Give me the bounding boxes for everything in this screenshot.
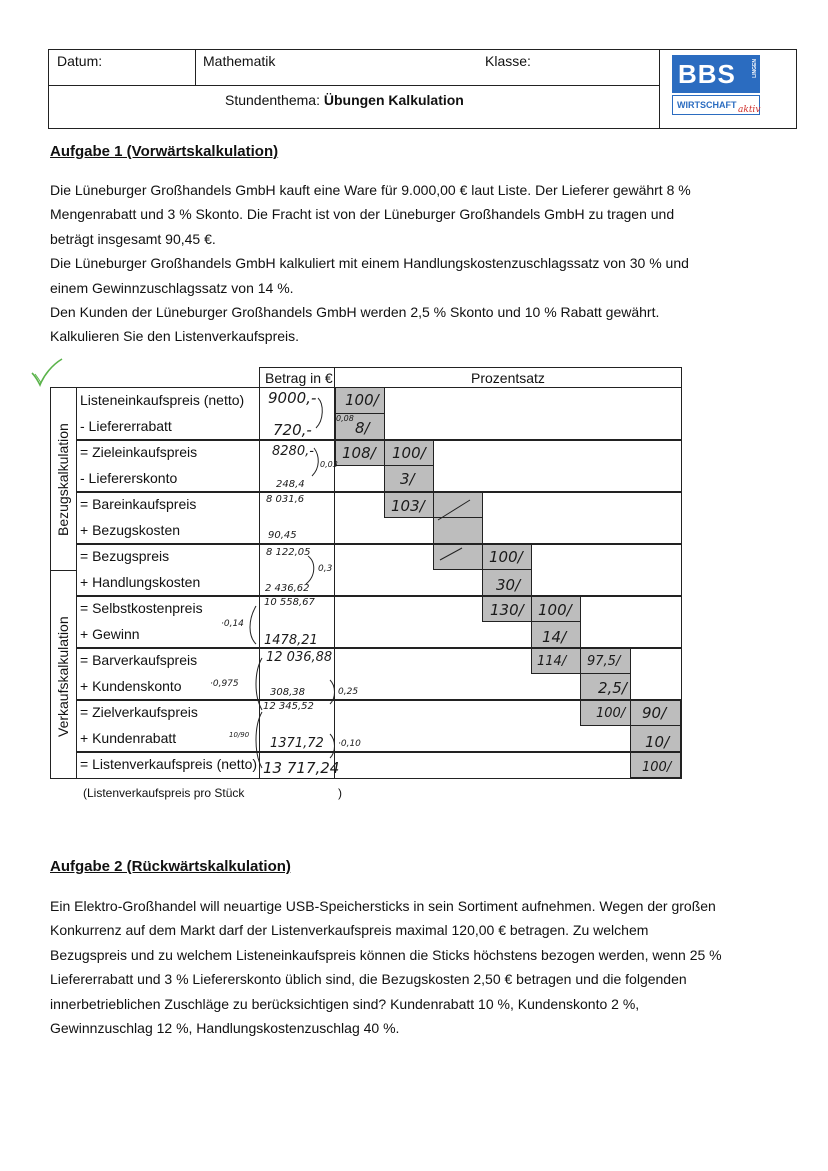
handwritten-percent: 100/ [345,391,379,409]
datum-label: Datum: [57,53,103,69]
row-label: + Kundenskonto [80,678,182,694]
task2-line: Liefererrabatt und 3 % Liefererskonto üblich sind, die Bezugskosten 2,50 € betragen und die folgenden [50,971,687,988]
handwritten-percent: 100/ [596,706,626,721]
row-label: + Handlungskosten [80,574,201,590]
row-label: Listeneinkaufspreis (netto) [80,392,245,408]
handwritten-amount: 90,45 [268,530,297,541]
task1-line: Mengenrabatt und 3 % Skonto. Die Fracht ist von der Lüneburger Großhandels GmbH zu tragen und [50,206,675,223]
handwritten-percent: 108/ [342,444,376,462]
row-label: + Gewinn [80,626,140,642]
handwritten-amount: 8280,- [272,444,314,459]
handwritten-factor: 0,08 [336,414,354,423]
topic-title: Übungen Kalkulation [323,92,464,108]
task1-title: Aufgabe 1 (Vorwärtskalkulation) [50,143,279,160]
row-label: + Bezugskosten [80,522,181,538]
handwritten-amount: 8 122,05 [266,547,311,558]
handwritten-amount: 2 436,62 [265,583,310,594]
column-header-amount: Betrag in € [265,370,333,386]
row-label: = Bareinkaufspreis [80,496,197,512]
handwritten-factor: ·0,975 [210,679,239,689]
row-label: = Listenverkaufspreis (netto) [80,756,258,772]
handwritten-amount: 12 345,52 [263,701,314,712]
task2-text [50,894,780,1040]
logo-tag: aktiv [738,105,761,115]
column-header-percent: Prozentsatz [471,370,545,386]
logo-sub: WIRTSCHAFT [672,95,760,115]
task1-line: einem Gewinnzuschlagssatz von 14 %. [50,279,294,296]
logo-main: BBS [672,55,760,93]
handwritten-percent: 100/ [642,760,672,775]
row-label: - Liefererskonto [80,470,178,486]
handwritten-amount: 8 031,6 [266,494,305,505]
handwritten-factor: ·0,14 [221,619,244,629]
task2-line: Konkurrenz auf dem Markt darf der Listenverkaufspreis maximal 120,00 € betragen. Zu welchem [50,922,649,939]
row-label: - Liefererrabatt [80,418,172,434]
handwritten-percent: 10/ [645,733,670,751]
task1-line: Die Lüneburger Großhandels GmbH kauft eine Ware für 9.000,00 € laut Liste. Der Lieferer gewährt 8 % [50,182,691,198]
task2-line: Gewinnzuschlag 12 %, Handlungskostenzuschlag 40 %. [50,1020,400,1037]
subject-label: Mathematik [203,53,276,69]
handwritten-amount: 248,4 [276,479,305,490]
handwritten-factor: 10/90 [229,731,250,739]
row-label: = Bezugspreis [80,548,170,564]
task1-line: beträgt insgesamt 90,45 €. [50,230,216,247]
topic-prefix: Stundenthema: [225,92,324,108]
klasse-label: Klasse: [485,53,531,69]
row-label: = Zielverkaufspreis [80,704,198,720]
task1-line: Die Lüneburger Großhandels GmbH kalkuliert mit einem Handlungskostenzuschlagssatz von 30 % und [50,255,689,272]
handwritten-amount: 308,38 [270,687,305,698]
handwritten-percent: 30/ [496,576,521,594]
row-label: = Selbstkostenpreis [80,600,203,616]
handwritten-percent: 103/ [391,497,425,515]
task2-line: innerbetrieblichen Zuschläge zu berücksichtigen sind? Kundenrabatt 10 %, Kundenskonto 2 %, [50,995,640,1012]
handwritten-amount: 720,- [273,421,312,439]
handwritten-amount: 1478,21 [264,633,318,648]
handwritten-factor: 0,25 [338,687,359,697]
handwritten-percent: 97,5/ [587,654,621,669]
handwritten-percent: 114/ [537,654,567,669]
handwritten-amount: 13 717,24 [263,759,340,777]
task1-line: Kalkulieren Sie den Listenverkaufspreis. [50,328,300,345]
handwritten-amount: 1371,72 [270,736,324,751]
logo-small: LINGEN [752,59,758,78]
side-label-bezug: Bezugskalkulation [55,423,71,536]
side-label-verkauf: Verkaufskalkulation [55,616,71,737]
handwritten-factor: 0,3 [318,564,333,574]
handwritten-amount: 9000,- [268,389,317,407]
handwritten-factor: 0,03 [320,460,338,469]
handwritten-percent: 100/ [392,444,426,462]
task2-line: Bezugspreis und zu welchem Listeneinkaufspreis können die Sticks höchstens bezogen werden, wenn 25 % [50,946,722,963]
row-label: + Kundenrabatt [80,730,177,746]
handwritten-percent: 3/ [400,470,415,488]
handwritten-percent: 100/ [489,548,523,566]
handwritten-percent: 100/ [538,601,572,619]
task2-title: Aufgabe 2 (Rückwärtskalkulation) [50,858,291,875]
handwritten-percent: 130/ [490,601,524,619]
handwritten-amount: 12 036,88 [266,650,333,665]
handwritten-percent: 2,5/ [598,679,627,697]
table-footnote-left: (Listenverkaufspreis pro Stück [83,786,245,800]
handwritten-percent: 8/ [355,419,370,437]
task1-line: Den Kunden der Lüneburger Großhandels GmbH werden 2,5 % Skonto und 10 % Rabatt gewährt. [50,304,660,321]
task2-line: Ein Elektro-Großhandel will neuartige USB-Speichersticks in sein Sortiment aufnehmen. Wegen der großen [50,898,716,914]
row-label: = Barverkaufspreis [80,652,198,668]
table-footnote-right: ) [338,786,342,800]
handwritten-factor: ·0,10 [338,739,361,749]
handwritten-percent: 14/ [542,628,567,646]
handwritten-amount: 10 558,67 [264,597,315,608]
handwritten-percent: 90/ [642,704,667,722]
row-label: = Zieleinkaufspreis [80,444,198,460]
